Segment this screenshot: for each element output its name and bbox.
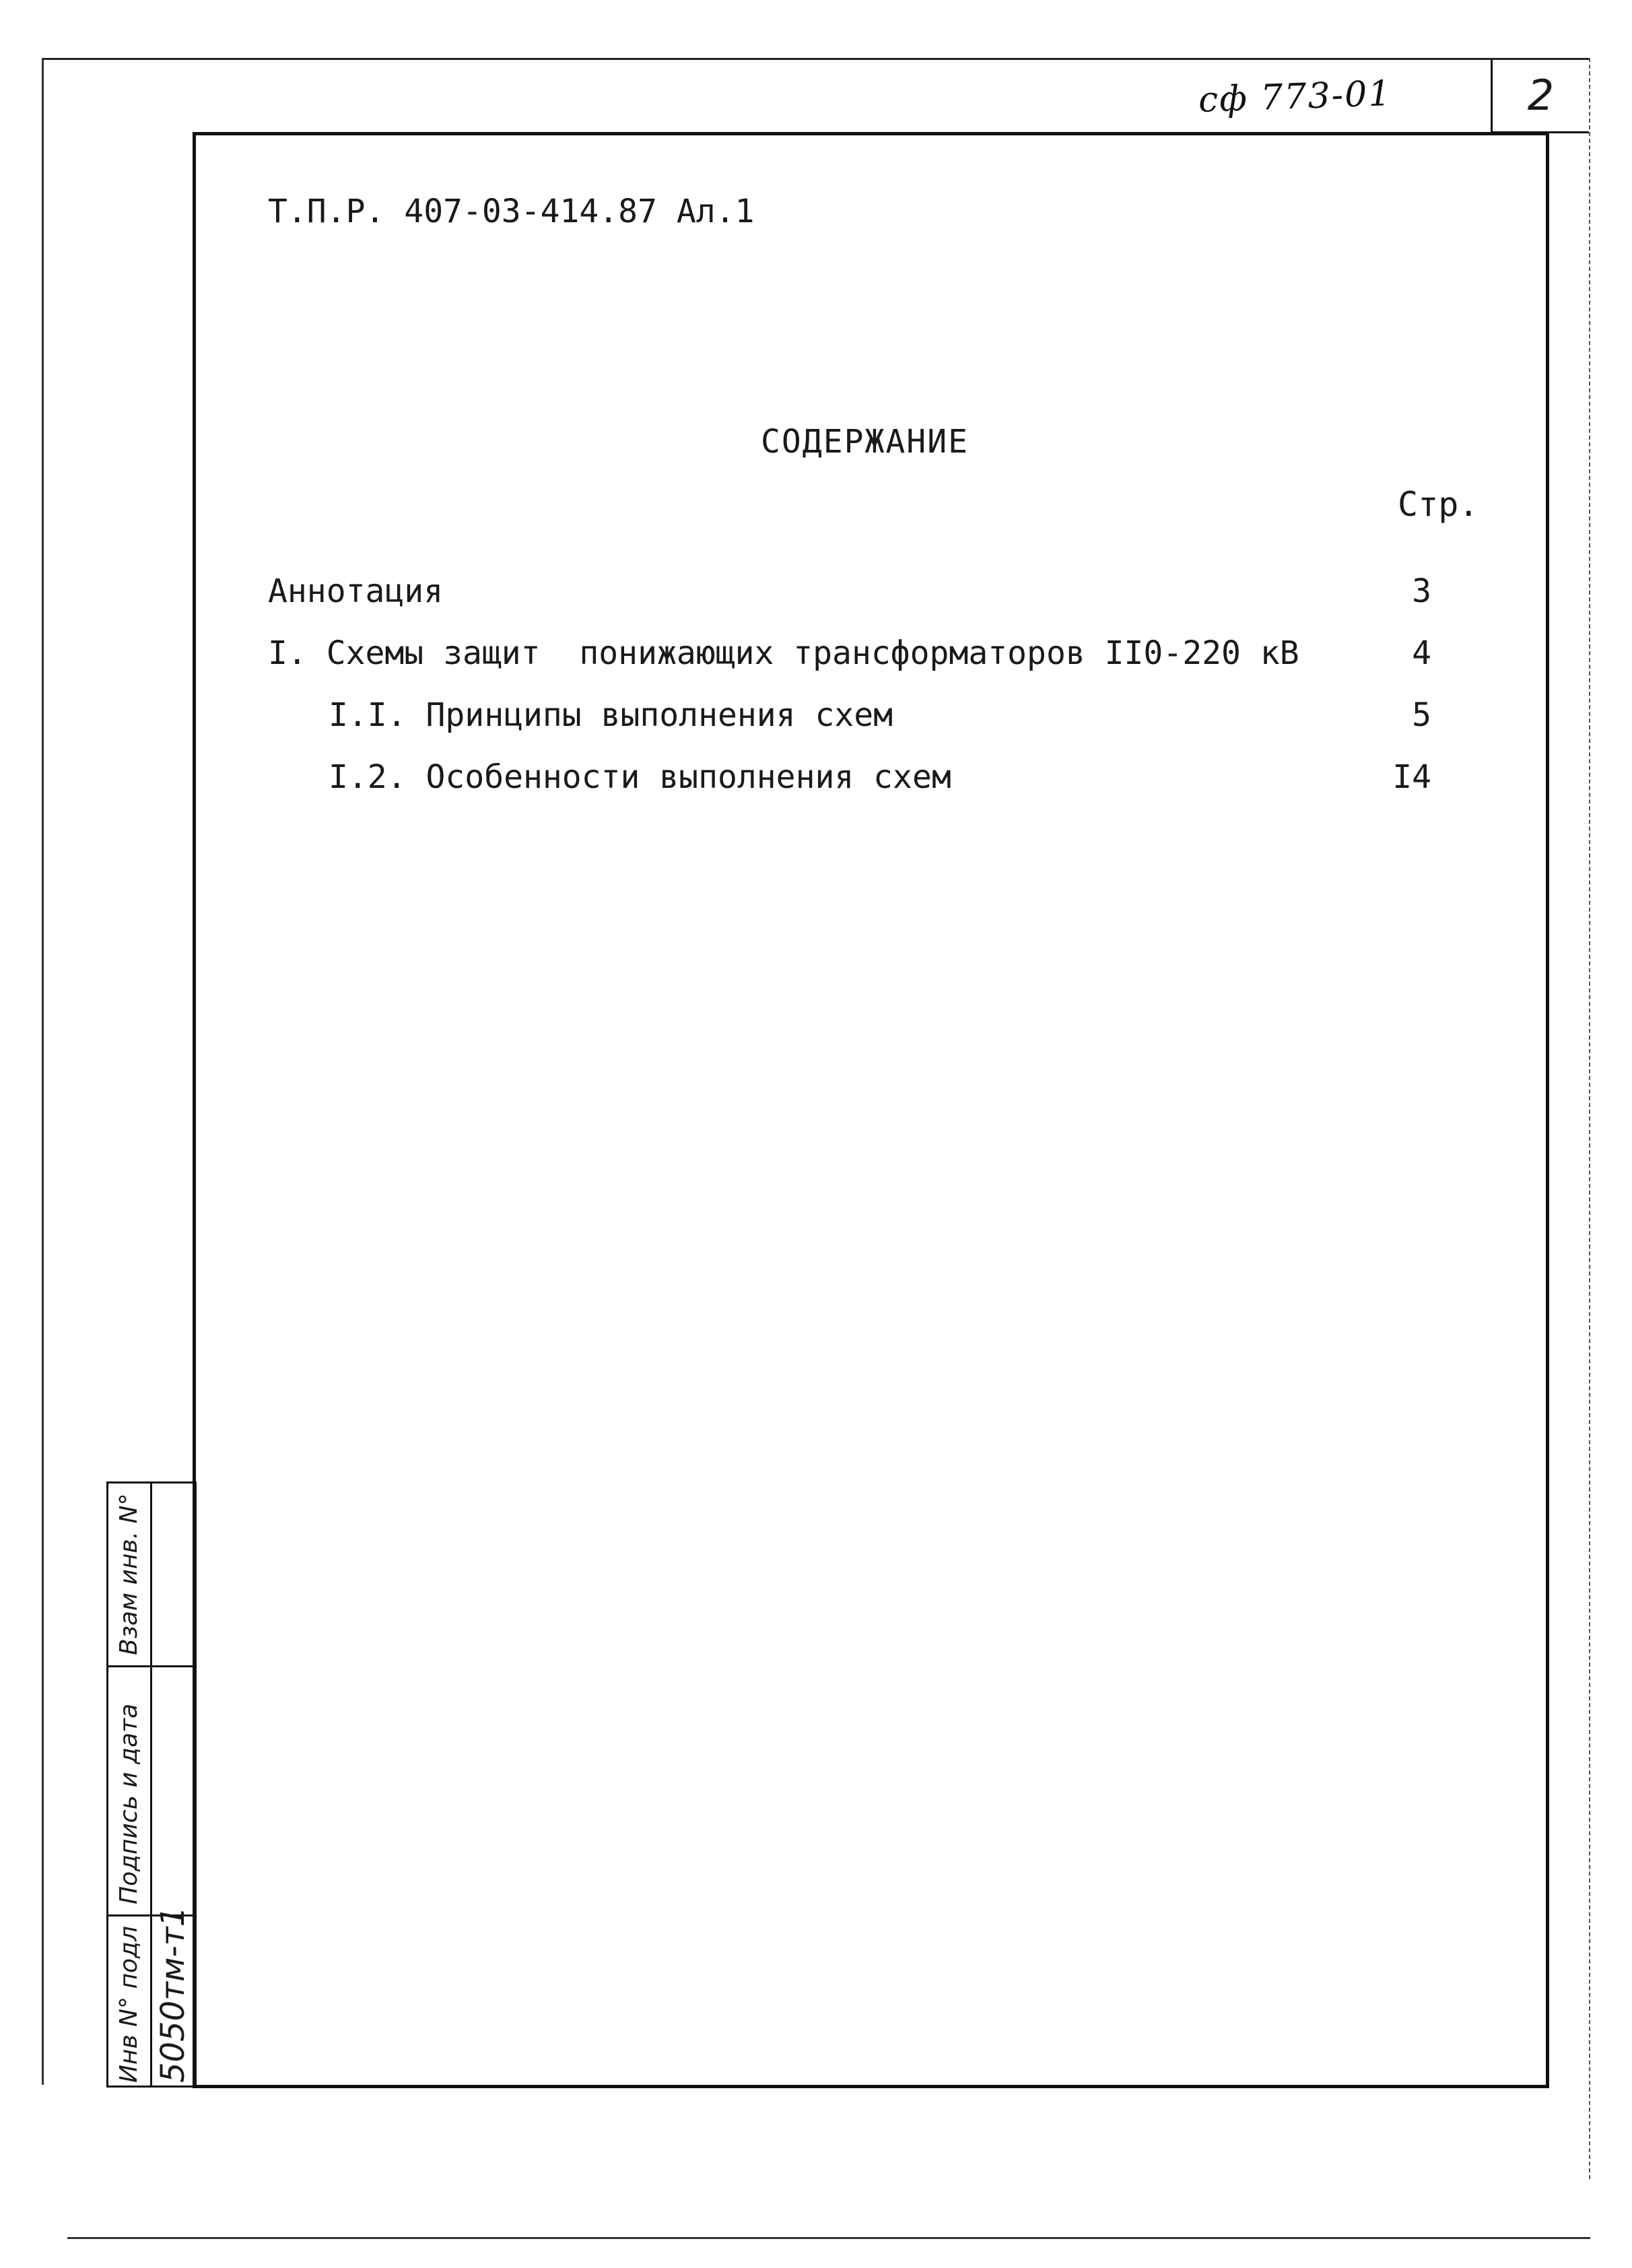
page-column-header: Стр.: [1398, 485, 1479, 524]
sheet-number: 2: [1527, 71, 1555, 120]
stamp-divider: [150, 1483, 152, 2086]
document-designation: Т.П.Р. 407-03-414.87 Ал.1: [268, 193, 755, 230]
page-border-bottom: [67, 2237, 1590, 2239]
toc-entry-title: I.I. Принципы выполнения схем: [329, 696, 893, 734]
page-border-top: [42, 58, 1590, 60]
toc-entry-page: I4: [1392, 758, 1431, 796]
toc-entry-title: I. Схемы защит понижающих трансформаторов II0-220 кВ: [268, 634, 1299, 672]
page-border-right: [1589, 58, 1590, 2179]
stamp-divider: [108, 1665, 195, 1667]
toc-heading: СОДЕРЖАНИЕ: [761, 423, 969, 461]
table-of-contents: [268, 572, 1480, 820]
toc-entry-page: 5: [1412, 696, 1431, 734]
toc-entry: [268, 572, 1480, 634]
stamp-value-inv-original: 5050тм-т1: [154, 1906, 192, 2083]
archive-code: сф 773-01: [1198, 73, 1393, 121]
toc-entry-page: 4: [1412, 634, 1431, 672]
toc-entry: [268, 696, 1480, 758]
stamp-label-replaced-inv: Взам инв. N°: [115, 1493, 143, 1655]
toc-entry-page: 3: [1412, 572, 1431, 610]
toc-entry-title: Аннотация: [268, 572, 444, 610]
toc-entry: [268, 758, 1480, 820]
sheet-number-box: [1491, 59, 1589, 133]
page-border-left: [42, 58, 44, 2085]
toc-entry: [268, 634, 1480, 696]
toc-entry-title: I.2. Особенности выполнения схем: [329, 758, 951, 796]
side-stamp: [106, 1481, 197, 2088]
stamp-label-inv-original: Инв N° подл: [115, 1926, 143, 2083]
stamp-label-signature-date: Подпись и дата: [115, 1703, 143, 1904]
